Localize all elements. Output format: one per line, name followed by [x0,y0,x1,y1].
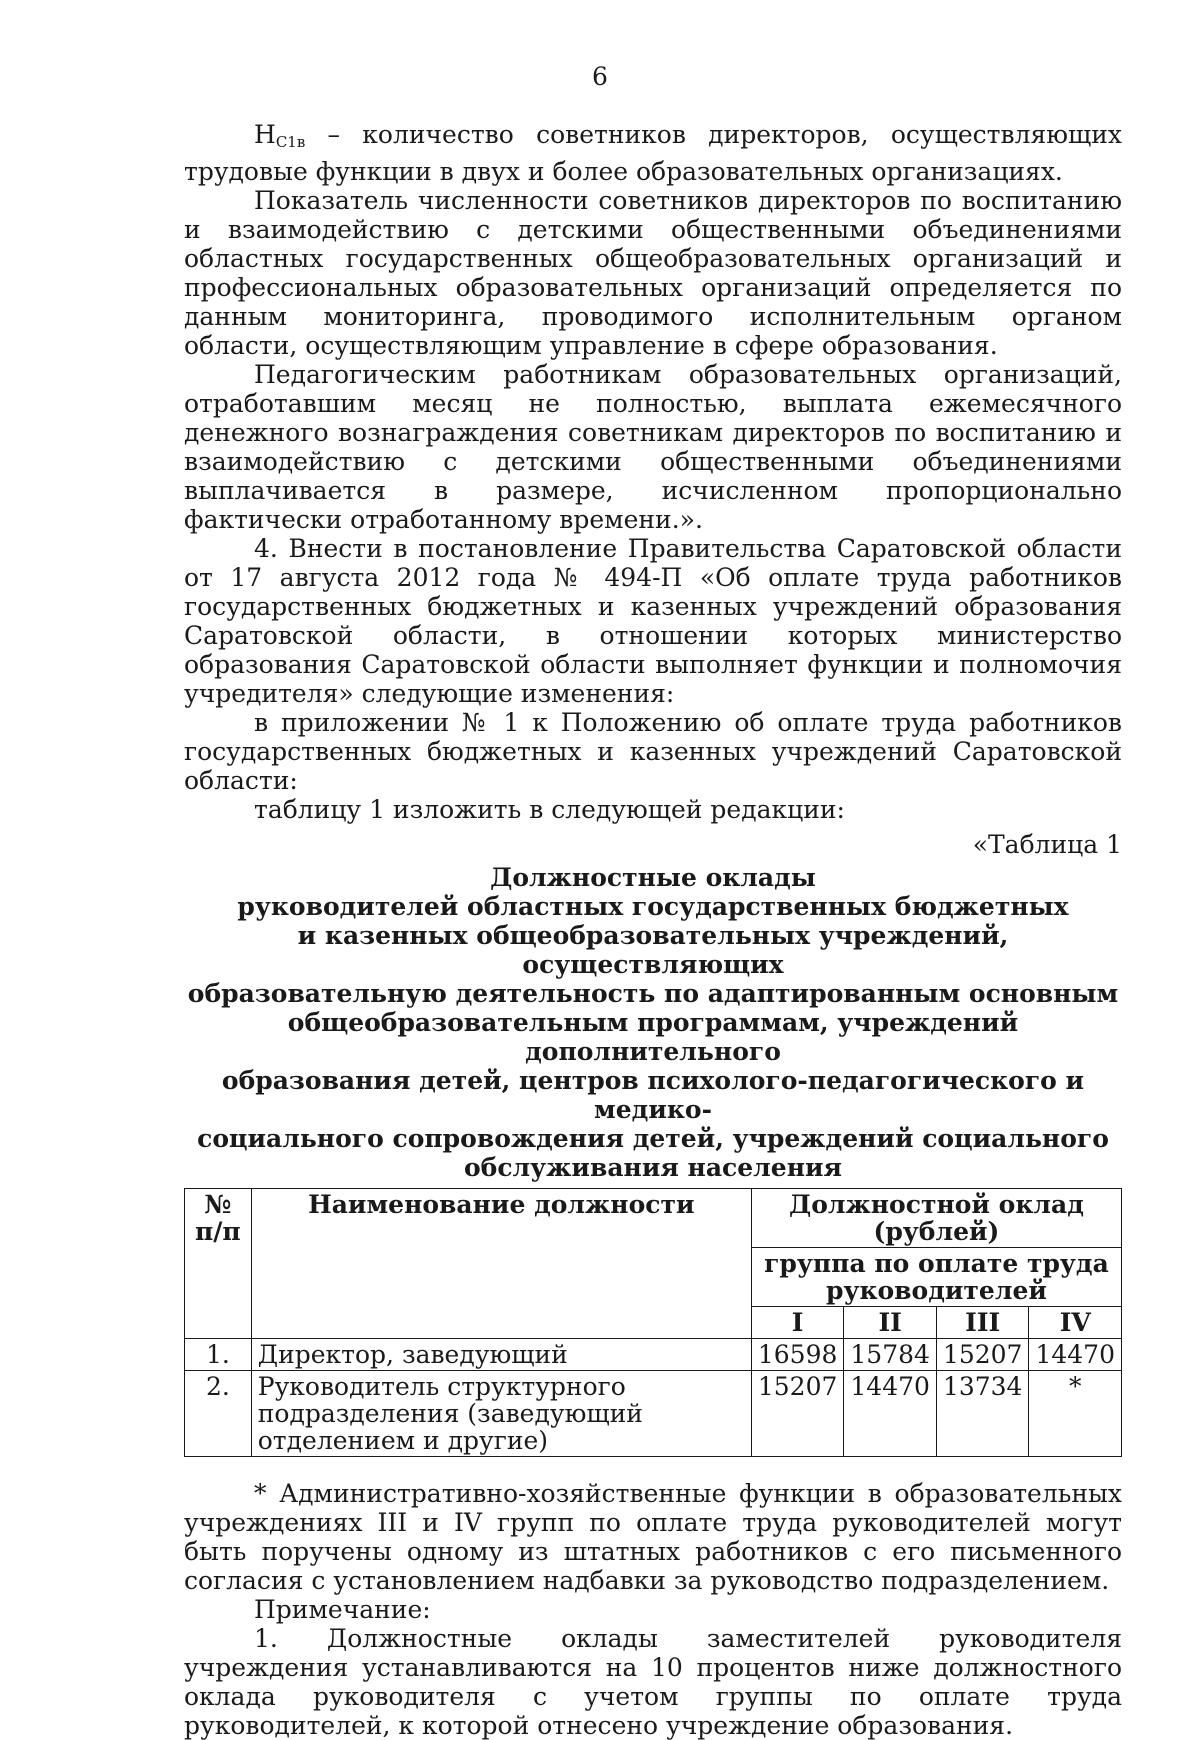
header-group-ii: II [844,1307,937,1339]
table-title-line: общеобразовательным программам, учреждений дополнительного [287,1008,1019,1066]
paragraph-amendment: 4. Внести в постановление Правительства Саратовской области от 17 августа 2012 года № 494-П «Об оплате труда работников государственных бюджетных и казенных учреждений образования Саратовской области, в отношении которых министерство образования Саратовской области выполняет функции и полномочия учредителя» следующие изменения: [184,534,1122,708]
row-salary-group-iii: 13734 [936,1371,1029,1457]
document-body [184,120,1122,1740]
paragraph-indicator: Показатель численности советников директоров по воспитанию и взаимодействию с детскими общественными объединениями областных государственных общеобразовательных организаций и профессиональных образовательных организаций определяется по данным мониторинга, проводимого исполнительным органом области, осуществляющим управление в сфере образования. [184,186,1122,360]
table-label: «Таблица 1 [972,830,1122,859]
salary-table [184,1188,1122,1457]
row-salary-group-i: 15207 [751,1371,844,1457]
table-title-line: образовательную деятельность по адаптированным основным [187,979,1119,1008]
header-group-iv: IV [1029,1307,1122,1339]
paragraph-table-intro: таблицу 1 изложить в следующей редакции: [254,795,845,824]
table-title-line: и казенных общеобразовательных учреждений, осуществляющих [297,921,1009,979]
header-number: № п/п [185,1189,252,1339]
row-position-name: Руководитель структурного подразделения (заведующий отделением и другие) [251,1371,751,1457]
paragraph-partial-month: Педагогическим работникам образовательных организаций, отработавшим месяц не полностью, выплата ежемесячного денежного вознаграждения советникам директоров по воспитанию и взаимодействию с детскими общественными объединениями выплачивается в размере, исчисленном пропорционально фактически отработанному времени.». [184,360,1122,534]
row-salary-group-ii: 15784 [844,1339,937,1371]
row-salary-group-iv: 14470 [1029,1339,1122,1371]
table-row [185,1339,1122,1371]
paragraph-variable-definition [184,120,1122,186]
variable-subscript: С1в [275,133,306,151]
table-title-line: социального сопровождения детей, учреждений социального [197,1124,1109,1153]
table-title-line: Должностные оклады [490,863,816,892]
table-row [185,1371,1122,1457]
table-footnote: * Административно-хозяйственные функции в образовательных учреждениях III и IV групп по оплате труда руководителей могут быть поручены одному из штатных работников с его письменного согласия с установлением надбавки за руководство подразделением. [184,1479,1122,1595]
row-salary-group-i: 16598 [751,1339,844,1371]
header-group: группа по оплате труда руководителей [751,1248,1121,1307]
header-salary: Должностной оклад (рублей) [751,1189,1121,1248]
table-title-line: руководителей областных государственных бюджетных [237,892,1069,921]
header-group-i: I [751,1307,844,1339]
note-title: Примечание: [254,1595,431,1624]
variable-definition-text: – количество советников директоров, осуществляющих трудовые функции в двух и более образовательных организациях. [184,120,1122,186]
row-salary-group-ii: 14470 [844,1371,937,1457]
table-title [184,863,1122,1182]
table-title-line: образования детей, центров психолого-педагогического и медико- [221,1066,1085,1124]
row-salary-group-iv: * [1029,1371,1122,1457]
variable-symbol: Н [254,120,276,149]
paragraph-appendix: в приложении № 1 к Положению об оплате труда работников государственных бюджетных и казенных учреждений Саратовской области: [184,708,1122,795]
table-title-line: обслуживания населения [463,1153,843,1182]
row-position-name: Директор, заведующий [251,1339,751,1371]
row-number: 2. [185,1371,252,1457]
row-number: 1. [185,1339,252,1371]
header-group-iii: III [936,1307,1029,1339]
header-position-name: Наименование должности [251,1189,751,1339]
page-number: 6 [592,62,608,91]
note-item-1: 1. Должностные оклады заместителей руководителя учреждения устанавливаются на 10 процентов ниже должностного оклада руководителя с учетом группы по оплате труда руководителей, к которой отнесено учреждение образования. [184,1624,1122,1740]
row-salary-group-iii: 15207 [936,1339,1029,1371]
